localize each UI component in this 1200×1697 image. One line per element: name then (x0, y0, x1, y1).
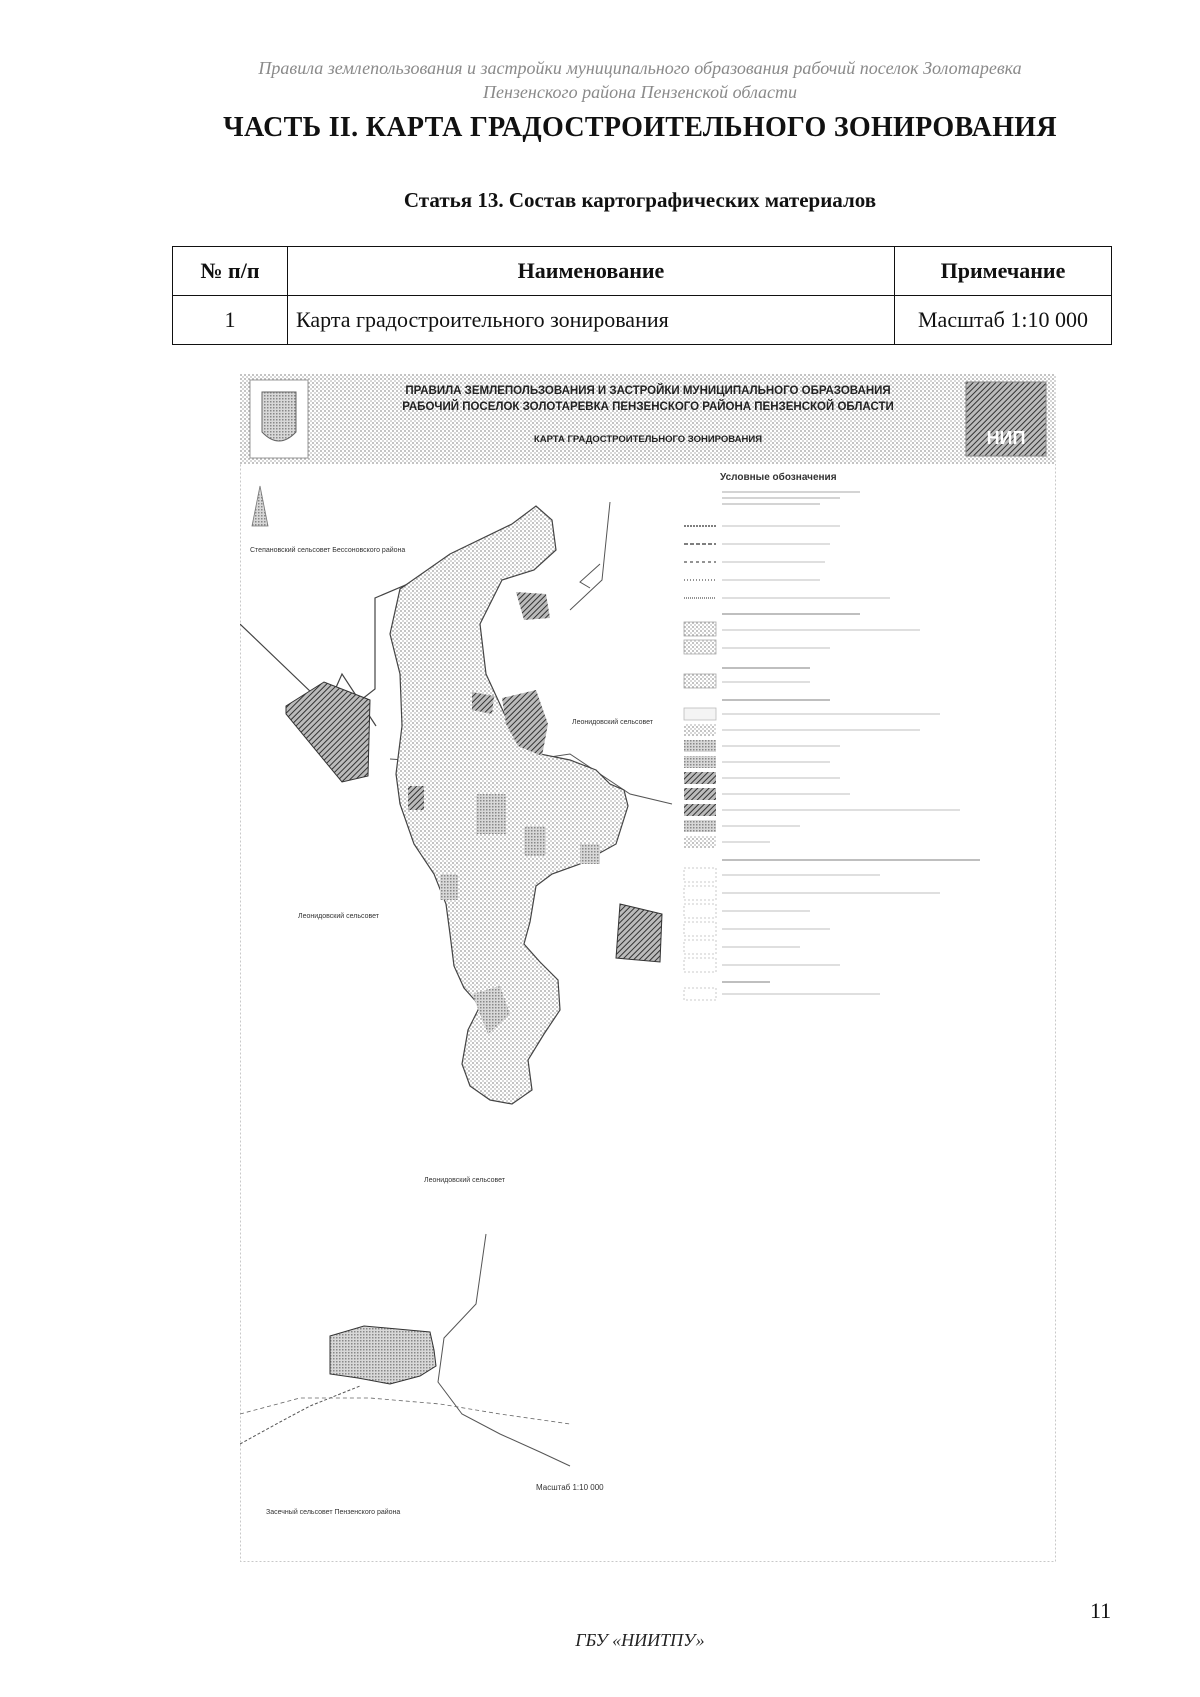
map-banner-subtitle: КАРТА ГРАДОСТРОИТЕЛЬНОГО ЗОНИРОВАНИЯ (533, 434, 763, 445)
label-zasechny: Засечный сельсовет Пензенского района (266, 1509, 401, 1516)
label-leonidovsky-3: Леонидовский сельсовет (424, 1177, 505, 1184)
parcel-south (330, 1326, 436, 1384)
cell-name: Карта градостроительного зонирования (288, 296, 895, 345)
table-header-row (173, 247, 1112, 296)
cell-note: Масштаб 1:10 000 (895, 296, 1112, 345)
running-header-line1: Правила землепользования и застройки муниципального образования рабочий поселок Золотаревка (258, 58, 1022, 78)
legend-title: Условные обозначения (720, 472, 837, 483)
page-footer: ГБУ «НИИТПУ» (575, 1630, 705, 1650)
map-scale-label: Масштаб 1:10 000 (536, 1483, 604, 1492)
column-header-note: Примечание (895, 247, 1112, 296)
map-banner-line2: РАБОЧИЙ ПОСЕЛОК ЗОЛОТАРЕВКА ПЕНЗЕНСКОГО РАЙОНА ПЕНЗЕНСКОЙ ОБЛАСТИ (402, 401, 894, 413)
label-leonidovsky-2: Леонидовский сельсовет (298, 913, 379, 920)
parcel-east (616, 904, 662, 962)
running-header (170, 56, 1110, 104)
label-stepanovsky: Степановский сельсовет Бессоновского района (250, 547, 406, 554)
label-leonidovsky-1: Леонидовский сельсовет (572, 719, 653, 726)
running-header-line2: Пензенского района Пензенской области (482, 82, 798, 102)
cell-num: 1 (173, 296, 288, 345)
article-title: Статья 13. Состав картографических материалов (403, 188, 877, 212)
zoning-map (240, 374, 1056, 1562)
part-title: ЧАСТЬ II. КАРТА ГРАДОСТРОИТЕЛЬНОГО ЗОНИРОВАНИЯ (223, 112, 1057, 143)
page-number: 11 (1090, 1598, 1112, 1623)
column-header-name: Наименование (288, 247, 895, 296)
materials-table (172, 246, 1112, 345)
map-banner-line1: ПРАВИЛА ЗЕМЛЕПОЛЬЗОВАНИЯ И ЗАСТРОЙКИ МУНИЦИПАЛЬНОГО ОБРАЗОВАНИЯ (405, 385, 891, 397)
zoning-map-svg (240, 374, 1056, 1562)
column-header-num: № п/п (173, 247, 288, 296)
logo-text: НИП (986, 428, 1026, 448)
table-row (173, 296, 1112, 345)
